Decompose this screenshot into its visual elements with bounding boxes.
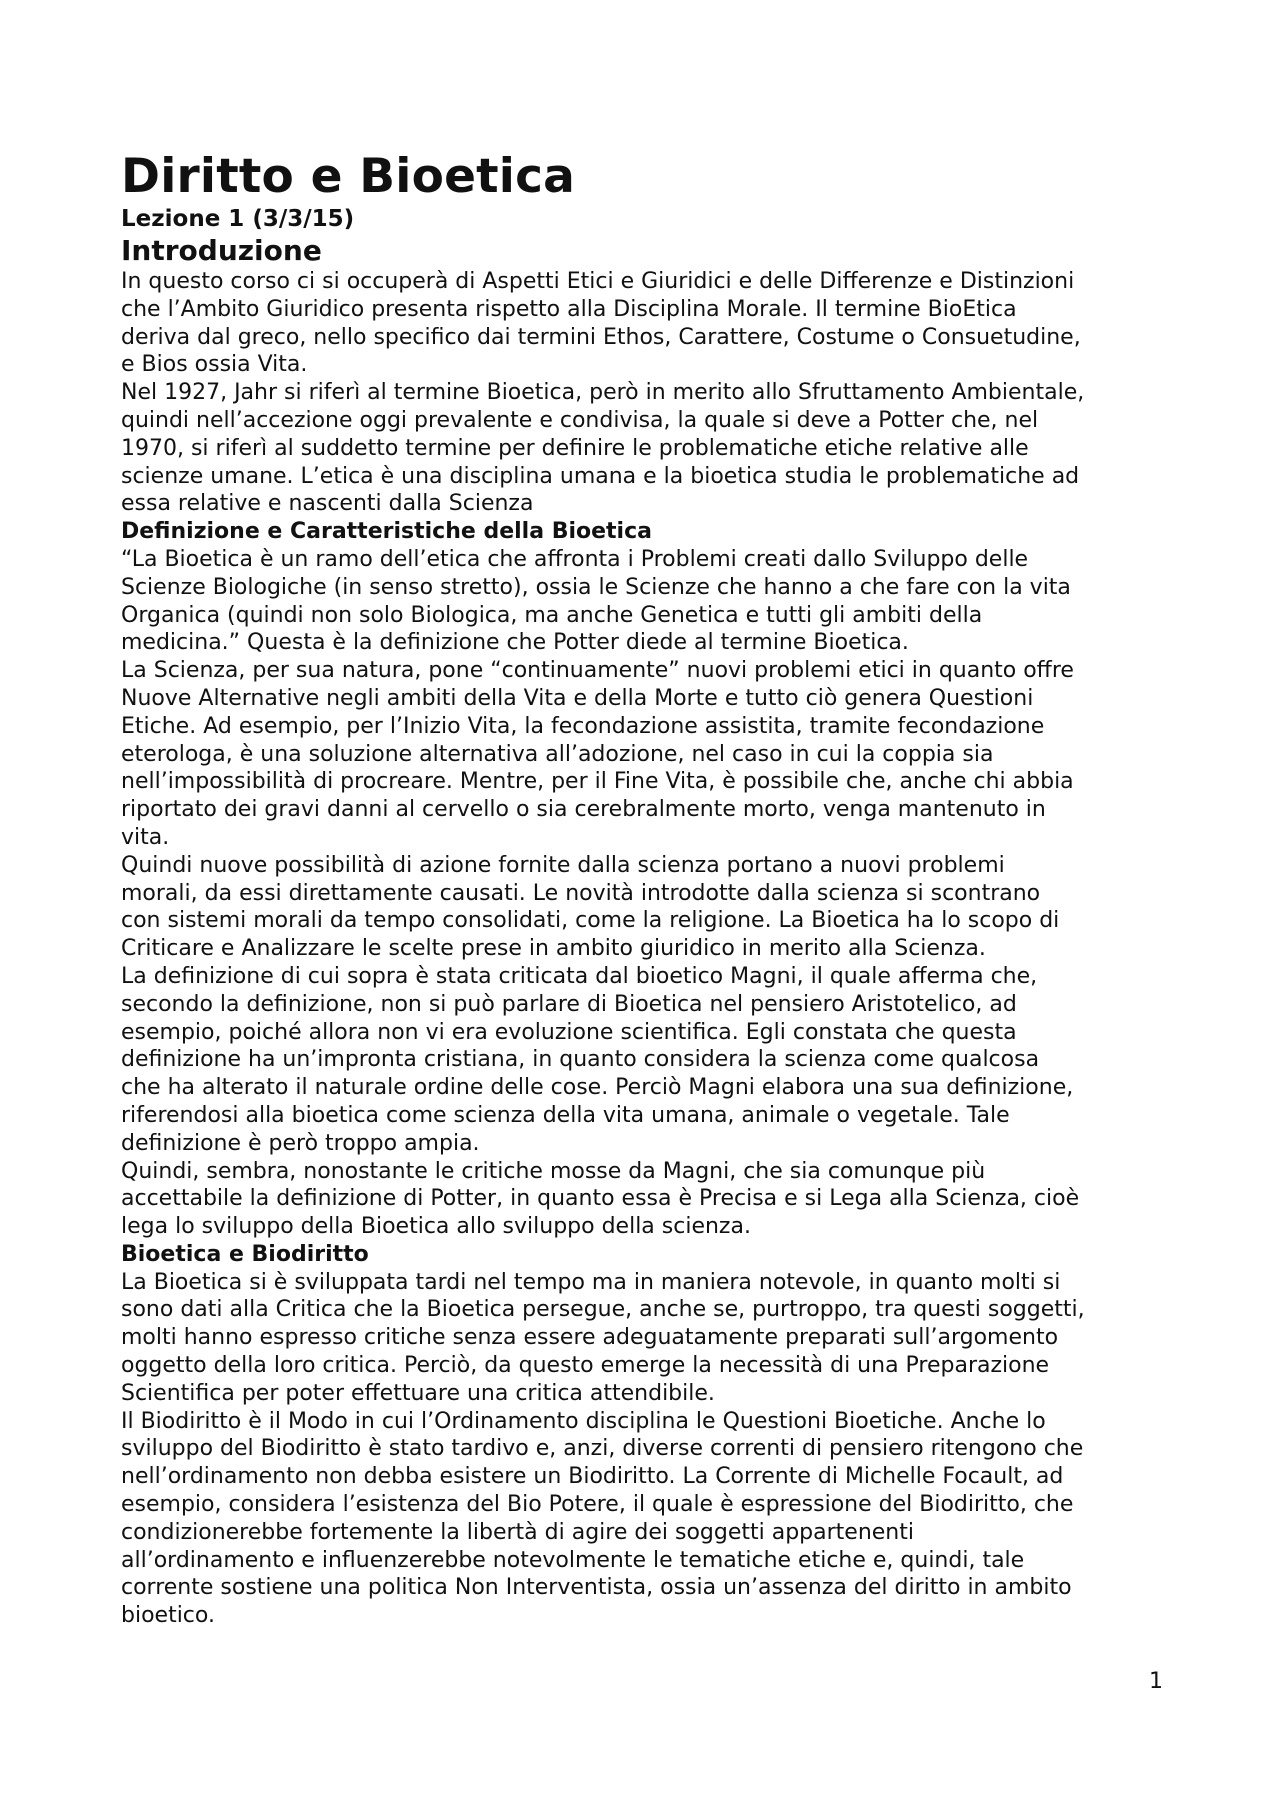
- document-page: [121, 150, 1171, 1630]
- subheading-definizione: Definizione e Caratteristiche della Bioetica: [121, 519, 652, 545]
- paragraph-definition-1: “La Bioetica è un ramo dell’etica che affronta i Problemi creati dallo Sviluppo delle Scienze Biologiche (in senso stretto), ossia le Scienze che hanno a che fare con la vita Organica (quindi non solo Biologica, ma anche Genetica e tutti gli ambiti della medicina.” Questa è la definizione che Potter diede al termine Bioetica.: [121, 546, 1071, 656]
- paragraph-intro-1: In questo corso ci si occuperà di Aspetti Etici e Giuridici e delle Differenze e Distinzioni che l’Ambito Giuridico presenta rispetto alla Disciplina Morale. Il termine BioEtica deriva dal greco, nello specifico dai termini Ethos, Carattere, Costume o Consuetudine, e Bios ossia Vita.: [121, 269, 1081, 378]
- paragraph-biodiritto-2: Il Biodiritto è il Modo in cui l’Ordinamento disciplina le Questioni Bioetiche. Anche lo sviluppo del Biodiritto è stato tardivo e, anzi, diverse correnti di pensiero ritengono che nell’ordinamento non debba esistere un Biodiritto. La Corrente di Michelle Focault, ad esempio, considera l’esistenza del Bio Potere, il quale è espressione del Biodiritto, che condizionerebbe fortemente la libertà di agire dei soggetti appartenenti all’ordinamento e influenzerebbe notevolmente le tematiche etiche e, quindi, tale corrente sostiene una politica Non Interventista, ossia un’assenza del diritto in ambito bioetico.: [121, 1408, 1084, 1629]
- page-number: 1: [1149, 1669, 1163, 1694]
- paragraph-intro-2: Nel 1927, Jahr si riferì al termine Bioetica, però in merito allo Sfruttamento Ambientale, quindi nell’accezione oggi prevalente e condivisa, la quale si deve a Potter che, nel 1970, si riferì al suddetto termine per definire le problematiche etiche relative alle scienze umane. L’etica è una disciplina umana e la bioetica studia le problematiche ad essa relative e nascenti dalla Scienza: [121, 380, 1085, 517]
- paragraph-definition-3: Quindi nuove possibilità di azione fornite dalla scienza portano a nuovi problemi morali, da essi direttamente causati. Le novità introdotte dalla scienza si scontrano con sistemi morali da tempo consolidati, come la religione. La Bioetica ha lo scopo di Criticare e Analizzare le scelte prese in ambito giuridico in merito alla Scienza.: [121, 852, 1060, 962]
- paragraph-definition-4: La definizione di cui sopra è stata criticata dal bioetico Magni, il quale afferma che, secondo la definizione, non si può parlare di Bioetica nel pensiero Aristotelico, ad esempio, poiché allora non vi era evoluzione scientifica. Egli constata che questa definizione ha un’impronta cristiana, in quanto considera la scienza come qualcosa che ha alterato il naturale ordine delle cose. Perciò Magni elabora una sua definizione, riferendosi alla bioetica come scienza della vita umana, animale o vegetale. Tale definizione è però troppo ampia.: [121, 963, 1074, 1156]
- paragraph-biodiritto-1: La Bioetica si è sviluppata tardi nel tempo ma in maniera notevole, in quanto molti si sono dati alla Critica che la Bioetica persegue, anche se, purtroppo, tra questi soggetti, molti hanno espresso critiche senza essere adeguatamente preparati sull’argomento oggetto della loro critica. Perciò, da questo emerge la necessità di una Preparazione Scientifica per poter effettuare una critica attendibile.: [121, 1269, 1085, 1406]
- lesson-heading: Lezione 1 (3/3/15): [121, 206, 355, 232]
- section-heading-introduzione: Introduzione: [121, 234, 322, 267]
- document-title: Diritto e Bioetica: [121, 149, 576, 204]
- subheading-bioetica-biodiritto: Bioetica e Biodiritto: [121, 1241, 369, 1267]
- paragraph-definition-2: La Scienza, per sua natura, pone “continuamente” nuovi problemi etici in quanto offre Nuove Alternative negli ambiti della Vita e della Morte e tutto ciò genera Questioni Etiche. Ad esempio, per l’Inizio Vita, la fecondazione assistita, tramite fecondazione eterologa, è una soluzione alternativa all’adozione, nel caso in cui la coppia sia nell’impossibilità di procreare. Mentre, per il Fine Vita, è possibile che, anche chi abbia riportato dei gravi danni al cervello o sia cerebralmente morto, venga mantenuto in vita.: [121, 658, 1074, 850]
- paragraph-definition-5: Quindi, sembra, nonostante le critiche mosse da Magni, che sia comunque più accettabile la definizione di Potter, in quanto essa è Precisa e si Lega alla Scienza, cioè lega lo sviluppo della Bioetica allo sviluppo della scienza.: [121, 1158, 1080, 1240]
